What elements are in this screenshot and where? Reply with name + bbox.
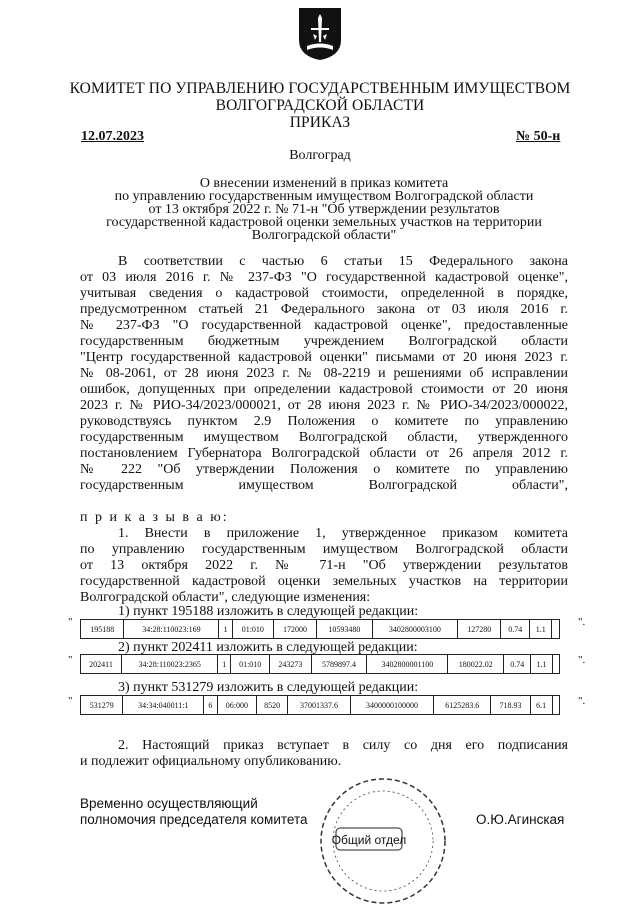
- title-line: О внесении изменений в приказ комитета: [199, 176, 449, 191]
- body-line: "Центр государственной кадастровой оценки" письмами от 20 июня 2023 г.: [80, 350, 568, 365]
- table-cell: 37001337.6: [288, 696, 351, 715]
- open-quote: ": [68, 695, 73, 707]
- table-cell: 1.1: [529, 620, 551, 639]
- round-seal-stamp: [316, 774, 450, 908]
- body-line: от 03 июля 2016 г. № 237-ФЗ "О государственной кадастровой оценке",: [80, 270, 568, 285]
- signatory-position-line: полномочия председателя комитета: [80, 812, 308, 827]
- body-line: 1. Внести в приложение 1, утвержденное приказом комитета: [118, 526, 568, 541]
- table-cell: 34:34:040011:1: [123, 696, 204, 715]
- city: Волгоград: [289, 148, 351, 163]
- body-line: предусмотренном статьей 21 Федерального закона от 03 июля 2016 г.: [80, 302, 568, 317]
- table-cell: 6.1: [530, 696, 552, 715]
- stamp-text: Общий отдел: [331, 833, 407, 847]
- body-line: по управлению государственным имуществом Волгоградской области: [80, 542, 568, 557]
- order-title: [80, 177, 568, 242]
- signatory-position-line: Временно осуществляющий: [80, 796, 258, 811]
- title-line: Волгоградской области": [251, 228, 397, 243]
- table-cell: 718.93: [491, 696, 530, 715]
- table-cell: 1.1: [531, 655, 552, 674]
- table-cell: 531279: [81, 696, 123, 715]
- table-cell: [552, 620, 560, 639]
- table-row: [81, 655, 560, 674]
- body-line: государственным имуществом Волгоградской области",: [80, 478, 568, 493]
- table-cell: 6: [204, 696, 217, 715]
- subitem-heading: 2) пункт 202411 изложить в следующей редакции:: [118, 640, 418, 655]
- table-cell: 202411: [81, 655, 122, 674]
- table-cell: 5789897.4: [311, 655, 367, 674]
- table-cell: 127280: [458, 620, 501, 639]
- table-row: [81, 620, 560, 639]
- open-quote: ": [68, 616, 73, 628]
- body-line: руководствуясь пунктом 2.9 Положения о комитете по управлению: [80, 414, 568, 429]
- body-line: № 222 "Об утверждении Положения о комитете по управлению: [80, 462, 568, 477]
- table-cell: 01:010: [232, 620, 273, 639]
- table-cell: 180022.02: [448, 655, 504, 674]
- table-cell: 243273: [270, 655, 311, 674]
- table-cell: 3402800003100: [372, 620, 457, 639]
- table-cell: 6125283.6: [434, 696, 491, 715]
- table-cell: 1: [219, 620, 232, 639]
- close-quote: ".: [578, 654, 586, 666]
- signatory-position: [80, 796, 308, 828]
- body-line: государственной кадастровой оценки земельных участков на территории: [80, 574, 568, 589]
- table-cell: 0.74: [504, 655, 531, 674]
- body-line: государственным имуществом Волгоградской области, утвержденного: [80, 430, 568, 445]
- subitem-table: [80, 654, 560, 674]
- subitem-heading: 3) пункт 531279 изложить в следующей редакции:: [118, 680, 419, 695]
- committee-name-line1: КОМИТЕТ ПО УПРАВЛЕНИЮ ГОСУДАРСТВЕННЫМ ИМУЩЕСТВОМ: [69, 80, 571, 97]
- committee-name-line2: ВОЛГОГРАДСКОЙ ОБЛАСТИ: [215, 97, 425, 114]
- close-quote: ".: [578, 695, 586, 707]
- body-line: Волгоградской области", следующие изменения:: [80, 590, 371, 605]
- body-line: и подлежит официальному опубликованию.: [80, 754, 342, 769]
- table-cell: 34:28:110023:169: [124, 620, 219, 639]
- document-type: ПРИКАЗ: [289, 114, 351, 131]
- body-line: № 08-2061, от 28 июня 2023 г. № 08-2219 и решениями об исправлении: [80, 366, 568, 381]
- order-number: № 50-н: [516, 129, 561, 144]
- title-line: от 13 октября 2022 г. № 71-н "Об утверждении результатов: [148, 202, 500, 217]
- table-cell: 1: [218, 655, 231, 674]
- table-cell: 06:000: [217, 696, 257, 715]
- signatory-name: О.Ю.Агинская: [476, 812, 565, 827]
- orders-word: п р и к а з ы в а ю:: [80, 510, 229, 525]
- table-cell: [552, 696, 559, 715]
- table-row: [81, 696, 560, 715]
- order-date: 12.07.2023: [81, 129, 144, 144]
- body-line: 2023 г. № РИО-34/2023/000021, от 28 июня 2023 г. № РИО-34/2023/000022,: [80, 398, 568, 413]
- table-cell: 01:010: [231, 655, 270, 674]
- table-cell: 3402800001100: [367, 655, 448, 674]
- table-cell: 34:28:110023:2365: [122, 655, 218, 674]
- subitem-heading: 1) пункт 195188 изложить в следующей редакции:: [118, 604, 419, 619]
- subitem-table: [80, 695, 560, 715]
- table-cell: [552, 655, 559, 674]
- body-line: государственным бюджетным учреждением Волгоградской области: [80, 334, 568, 349]
- body-line: ошибок, допущенных при определении кадастровой стоимости от 20 июня: [80, 382, 568, 397]
- open-quote: ": [68, 654, 73, 666]
- body-line: учитывая сведения о кадастровой стоимости, определенной в порядке,: [80, 286, 568, 301]
- table-cell: 10593480: [317, 620, 372, 639]
- table-cell: 3400000100000: [350, 696, 433, 715]
- subitem-table: [80, 619, 560, 639]
- body-line: от 13 октября 2022 г. № 71-н "Об утверждении результатов: [80, 558, 568, 573]
- body-line: 2. Настоящий приказ вступает в силу со дня его подписания: [118, 738, 568, 753]
- table-cell: 0.74: [501, 620, 529, 639]
- title-line: по управлению государственным имуществом Волгоградской области: [114, 189, 534, 204]
- table-cell: 195188: [81, 620, 124, 639]
- body-line: постановлением Губернатора Волгоградской области от 26 апреля 2012 г.: [80, 446, 568, 461]
- table-cell: 8520: [257, 696, 288, 715]
- table-cell: 172000: [273, 620, 316, 639]
- title-line: государственной кадастровой оценки земельных участков на территории: [106, 215, 542, 230]
- coat-of-arms-emblem: [297, 6, 343, 61]
- body-line: № 237-ФЗ "О государственной кадастровой оценке", предоставленные: [80, 318, 568, 333]
- close-quote: ".: [578, 616, 586, 628]
- body-line: В соответствии с частью 6 статьи 15 Федерального закона: [118, 254, 568, 269]
